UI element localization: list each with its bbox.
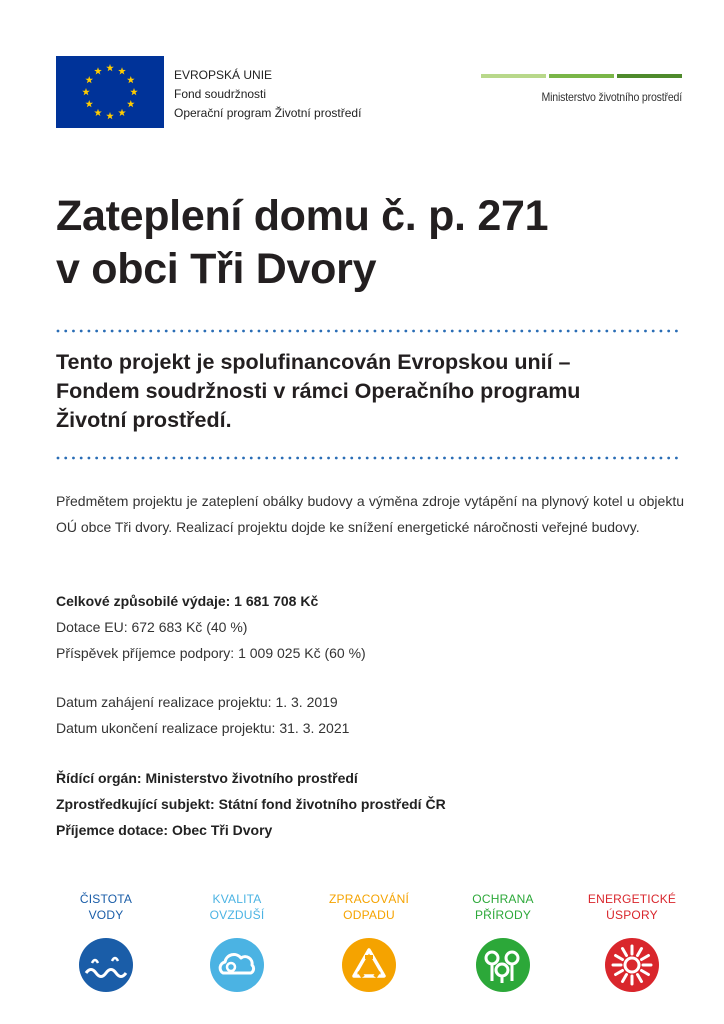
- icon-water: [56, 891, 156, 993]
- icon-air-label-2: OVZDUŠÍ: [209, 908, 265, 922]
- cofinancing-statement: [56, 348, 696, 435]
- icon-waste: [319, 891, 419, 993]
- ministry-logo-bars: [481, 74, 682, 78]
- ministry-bar-light: [481, 74, 546, 78]
- icon-energy-label-1: ENERGETICKÉ: [587, 892, 677, 906]
- icon-nature: [453, 891, 553, 993]
- eu-line-union: EVROPSKÁ UNIE: [174, 68, 273, 82]
- icon-water-label-1: ČISTOTA: [79, 892, 133, 906]
- end-date: Datum ukončení realizace projektu: 31. 3. 2021: [56, 720, 350, 736]
- icon-energy: [582, 891, 682, 993]
- ministry-bar-dark: [617, 74, 682, 78]
- costs-block: [56, 588, 684, 666]
- title-line-2: v obci Tři Dvory: [56, 245, 377, 293]
- start-date: Datum zahájení realizace projektu: 1. 3. 2019: [56, 694, 338, 710]
- ministry-logo: [481, 74, 682, 104]
- intermediate-body: Zprostředkující subjekt: Státní fond životního prostředí ČR: [56, 796, 446, 812]
- dotted-divider-top: [56, 329, 684, 333]
- ministry-bar-mid: [549, 74, 614, 78]
- subtitle-line-2: Fondem soudržnosti v rámci Operačního programu: [56, 379, 581, 403]
- tree-icon: [475, 937, 531, 993]
- icon-water-label-2: VODY: [88, 908, 124, 922]
- beneficiary-contribution: Příspěvek příjemce podpory: 1 009 025 Kč (60 %): [56, 645, 366, 661]
- eu-line-programme: Operační program Životní prostředí: [174, 106, 362, 120]
- icon-waste-label-2: ODPADU: [343, 908, 395, 922]
- icon-energy-label-2: ÚSPORY: [606, 908, 658, 922]
- eu-line-fund: Fond soudržnosti: [174, 87, 267, 101]
- icon-air: [187, 891, 287, 993]
- eu-grant: Dotace EU: 672 683 Kč (40 %): [56, 619, 248, 635]
- water-drop-icon: [78, 937, 134, 993]
- sun-icon: [604, 937, 660, 993]
- bodies-block: [56, 765, 684, 843]
- icon-nature-label-1: OCHRANA: [472, 892, 534, 906]
- page-title: [56, 190, 696, 296]
- title-line-1: Zateplení domu č. p. 271: [56, 192, 549, 240]
- subtitle-line-3: Životní prostředí.: [56, 408, 232, 432]
- ministry-name: Ministerstvo životního prostředí: [541, 90, 682, 104]
- icon-waste-label-1: ZPRACOVÁNÍ: [328, 892, 409, 906]
- dates-block: [56, 689, 684, 741]
- project-description: Předmětem projektu je zateplení obálky budovy a výměna zdroje vytápění na plynový kotel u objektu OÚ obce Tři dvory. Realizací projektu dojde ke snížení energetické náročnosti veřejné budovy.: [56, 493, 684, 535]
- subtitle-line-1: Tento projekt je spolufinancován Evropskou unií –: [56, 350, 571, 374]
- dotted-divider-bottom: [56, 456, 684, 460]
- recycle-icon: [341, 937, 397, 993]
- beneficiary: Příjemce dotace: Obec Tři Dvory: [56, 822, 273, 838]
- managing-authority: Řídící orgán: Ministerstvo životního prostředí: [56, 770, 358, 786]
- cloud-icon: [209, 937, 265, 993]
- eu-fund-text: [174, 66, 361, 123]
- icon-nature-label-2: PŘÍRODY: [474, 908, 532, 922]
- total-eligible-costs: Celkové způsobilé výdaje: 1 681 708 Kč: [56, 593, 319, 609]
- icon-air-label-1: KVALITA: [212, 892, 262, 906]
- eu-flag-logo: [56, 56, 164, 128]
